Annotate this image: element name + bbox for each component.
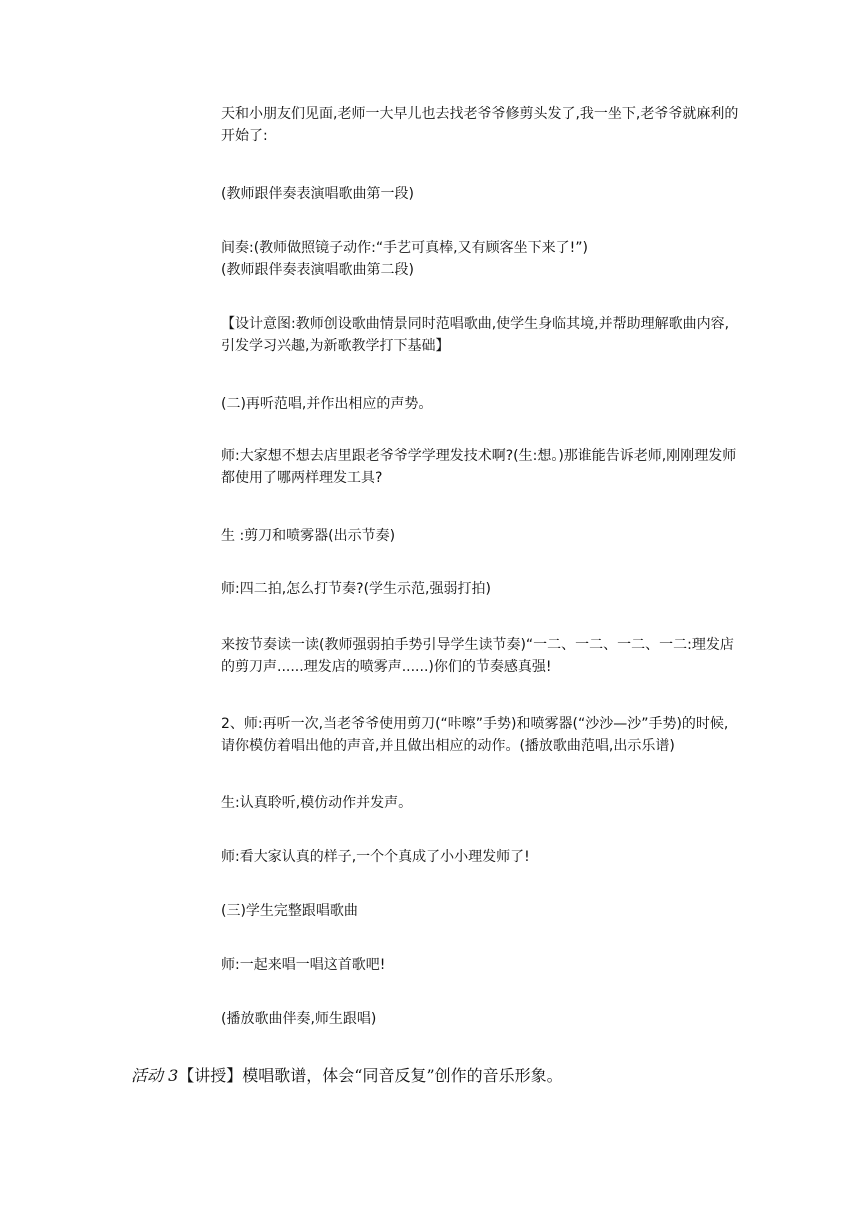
paragraph-teacher-sings-second-verse: (教师跟伴奏表演唱歌曲第二段): [221, 262, 414, 278]
paragraph-design-intent: 【设计意图:教师创设歌曲情景同时范唱歌曲,使学生身临其境,并帮助理解歌曲内容,引发学习兴趣,为新歌教学打下基础】: [221, 316, 730, 354]
activity-prefix: 活动 3: [131, 1066, 179, 1085]
paragraph-interlude: 间奏:(教师做照镜子动作:“手艺可真棒,又有顾客坐下来了!”): [221, 240, 588, 256]
activity-heading: [131, 1064, 563, 1088]
activity-text: 【讲授】模唱歌谱，体会“同音反复”创作的音乐形象。: [178, 1066, 563, 1085]
paragraph-teacher-rhythm: 师:四二拍,怎么打节奏?(学生示范,强弱打拍): [221, 581, 491, 597]
paragraph-section-three-heading: (三)学生完整跟唱歌曲: [221, 903, 358, 919]
paragraph-listen-again: 2、师:再听一次,当老爷爷使用剪刀(“咔嚓”手势)和喷雾器(“沙沙—沙”手势)的时候,请你模仿着唱出他的声音,并且做出相应的动作。(播放歌曲范唱,出示乐谱): [221, 716, 729, 754]
paragraph-rhythm-reading: 来按节奏读一读(教师强弱拍手势引导学生读节奏)“一二、一二、一二、一二:理发店的剪刀声......理发店的喷雾声......)你们的节奏感真强!: [221, 637, 734, 675]
paragraph-teacher-praise: 师:看大家认真的样子,一个个真成了小小理发师了!: [221, 849, 530, 865]
paragraph-student-listens: 生:认真聆听,模仿动作并发声。: [221, 795, 413, 811]
paragraph-intro: 天和小朋友们见面,老师一大早儿也去找老爷爷修剪头发了,我一坐下,老爷爷就麻利的开始了:: [221, 106, 739, 144]
paragraph-teacher-question: 师:大家想不想去店里跟老爷爷学学理发技术啊?(生:想。)那谁能告诉老师,刚刚理发师都使用了哪两样理发工具?: [221, 448, 737, 486]
paragraph-teacher-sings-first-verse: (教师跟伴奏表演唱歌曲第一段): [221, 186, 414, 202]
paragraph-play-accompaniment: (播放歌曲伴奏,师生跟唱): [221, 1011, 377, 1027]
paragraph-section-two-heading: (二)再听范唱,并作出相应的声势。: [221, 396, 433, 412]
paragraph-student-answer: 生 :剪刀和喷雾器(出示节奏): [221, 528, 396, 544]
paragraph-sing-together: 师:一起来唱一唱这首歌吧!: [221, 957, 386, 973]
